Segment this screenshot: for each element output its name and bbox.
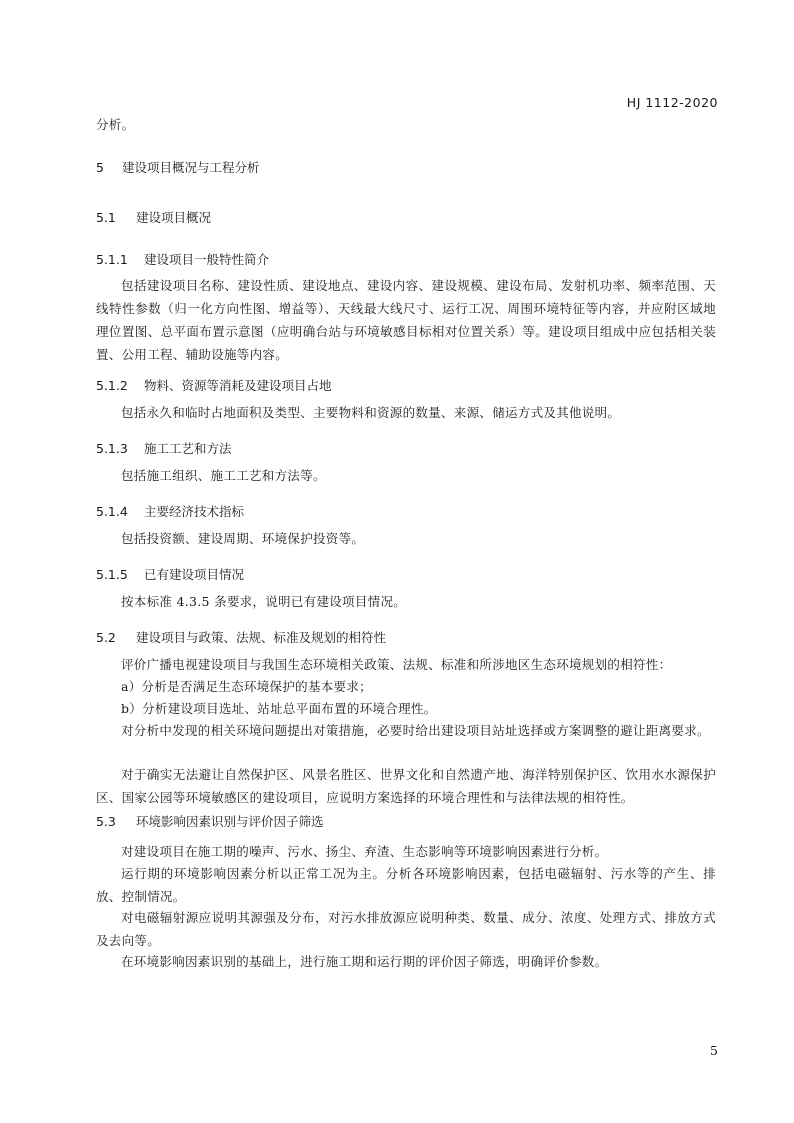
heading-5-1-4 [96, 502, 716, 520]
heading-5-3 [96, 812, 716, 830]
heading-title: 环境影响因素识别与评价因子筛选 [136, 814, 324, 829]
paragraph: 对于确实无法避让自然保护区、风景名胜区、世界文化和自然遗产地、海洋特别保护区、饮用水水源保护区、国家公园等环境敏感区的建设项目，应说明方案选择的环境合理性和与法律法规的相符性。 [96, 767, 716, 805]
heading-5 [96, 158, 716, 176]
continued-text: 分析。 [96, 117, 135, 132]
heading-title: 施工工艺和方法 [144, 441, 232, 456]
heading-number: 5 [96, 160, 104, 175]
heading-number: 5.1.4 [96, 504, 128, 519]
heading-number: 5.1.2 [96, 378, 128, 393]
paragraph: 对电磁辐射源应说明其源强及分布，对污水排放源应说明种类、数量、成分、浓度、处理方式、排放方式及去向等。 [96, 910, 716, 948]
heading-number: 5.1.5 [96, 567, 128, 582]
heading-title: 建设项目与政策、法规、标准及规划的相符性 [136, 630, 387, 645]
heading-number: 5.3 [96, 814, 116, 829]
heading-5-1-1 [96, 250, 716, 268]
heading-5-1-3 [96, 439, 716, 457]
heading-number: 5.2 [96, 630, 116, 645]
paragraph: 包括永久和临时占地面积及类型、主要物料和资源的数量、来源、储运方式及其他说明。 [121, 405, 621, 420]
paragraph: 评价广播电视建设项目与我国生态环境相关政策、法规、标准和所涉地区生态环境规划的相符性： [121, 657, 672, 672]
paragraph: 包括建设项目名称、建设性质、建设地点、建设内容、建设规模、建设布局、发射机功率、频率范围、天线特性参数（归一化方向性图、增益等）、天线最大线尺寸、运行工况、周围环境特征等内容，并应附区域地理位置图、总平面布置示意图（应明确台站与环境敏感目标相对位置关系）等。建设项目组成中应包括相关装置、公用工程、辅助设施等内容。 [96, 278, 716, 362]
heading-5-1-5 [96, 565, 716, 583]
paragraph: 按本标准 4.3.5 条要求，说明已有建设项目情况。 [121, 594, 407, 609]
heading-5-1 [96, 208, 716, 226]
list-item-a: a）分析是否满足生态环境保护的基本要求； [121, 679, 372, 694]
heading-number: 5.1 [96, 210, 116, 225]
page-number: 5 [710, 1043, 718, 1058]
paragraph: 包括投资额、建设周期、环境保护投资等。 [121, 531, 365, 546]
heading-title: 建设项目概况与工程分析 [122, 160, 260, 175]
paragraph: 对建设项目在施工期的噪声、污水、扬尘、弃渣、生态影响等环境影响因素进行分析。 [121, 844, 608, 859]
heading-5-2 [96, 628, 716, 646]
heading-title: 建设项目概况 [136, 210, 212, 225]
heading-number: 5.1.3 [96, 441, 128, 456]
heading-5-1-2 [96, 376, 716, 394]
heading-number: 5.1.1 [96, 252, 128, 267]
heading-title: 建设项目一般特性简介 [144, 252, 270, 267]
paragraph: 对分析中发现的相关环境问题提出对策措施，必要时给出建设项目站址选择或方案调整的避让距离要求。 [121, 723, 710, 738]
heading-title: 已有建设项目情况 [144, 567, 245, 582]
list-item-b: b）分析建设项目选址、站址总平面布置的环境合理性。 [121, 701, 437, 716]
heading-title: 主要经济技术指标 [144, 504, 245, 519]
heading-title: 物料、资源等消耗及建设项目占地 [144, 378, 332, 393]
paragraph: 在环境影响因素识别的基础上，进行施工期和运行期的评价因子筛选，明确评价参数。 [121, 954, 608, 969]
paragraph: 包括施工组织、施工工艺和方法等。 [121, 468, 326, 483]
standard-code: HJ 1112-2020 [626, 95, 718, 110]
paragraph: 运行期的环境影响因素分析以正常工况为主。分析各环境影响因素，包括电磁辐射、污水等的产生、排放、控制情况。 [96, 866, 716, 904]
